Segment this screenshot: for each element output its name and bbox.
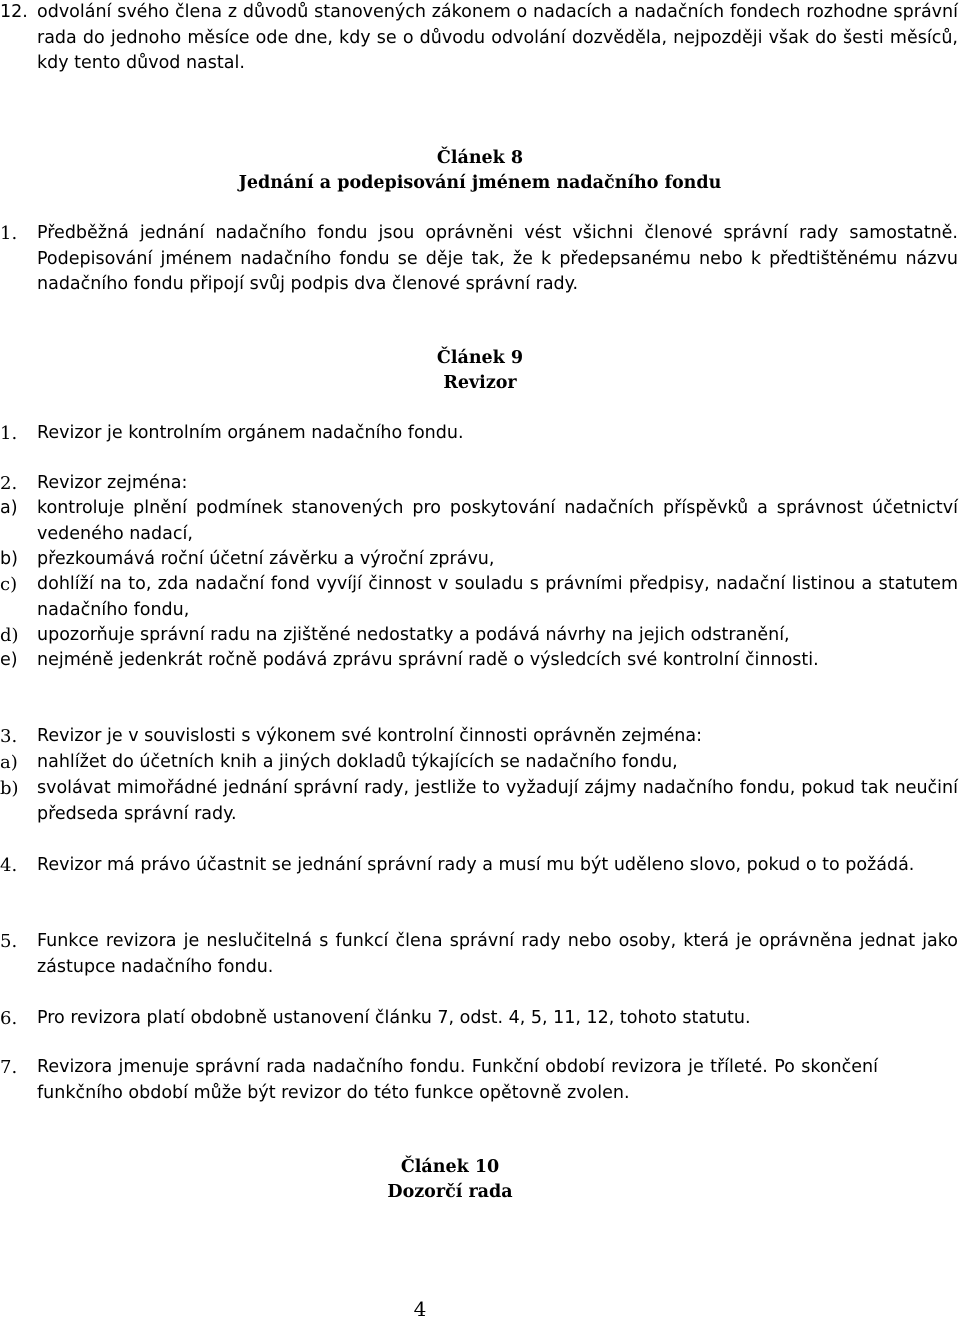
item-number: 4. <box>0 855 18 876</box>
article-subtitle: Dozorčí rada <box>387 1182 513 1202</box>
item-number: 1. <box>0 423 18 444</box>
article-8-heading <box>0 146 960 196</box>
item-number: 1. <box>0 223 18 244</box>
article-9-item-7 <box>0 1055 878 1106</box>
article-9-item-2b <box>0 547 958 573</box>
item-text: Pro revizora platí obdobně ustanovení článku 7, odst. 4, 5, 11, 12, tohoto statutu. <box>37 1008 751 1028</box>
item-number: 5. <box>0 931 18 952</box>
item-text: Předběžná jednání nadačního fondu jsou oprávněni vést všichni členové správní rady samostatně. Podepisování jménem nadačního fondu se děje tak, že k předepsanému nebo k předtištěnému názvu nadačního fondu připojí svůj podpis dva členové správní rady. <box>37 223 958 294</box>
item-text: Revizor zejména: <box>37 473 188 493</box>
item-text: upozorňuje správní radu na zjištěné nedostatky a podává návrhy na jejich odstranění, <box>37 625 790 645</box>
item-text: přezkoumává roční účetní závěrku a výroční zprávu, <box>37 549 495 569</box>
item-text: odvolání svého člena z důvodů stanovených zákonem o nadacích a nadačních fondech rozhodne správní rada do jednoho měsíce ode dne, kdy se o důvodu odvolání dozvěděla, nejpozději však do šesti měsíců, kdy tento důvod nastal. <box>37 2 958 73</box>
item-letter: b) <box>0 549 18 569</box>
item-letter: c) <box>0 574 18 595</box>
item-number: 3. <box>0 726 18 747</box>
item-text: dohlíží na to, zda nadační fond vyvíjí činnost v souladu s právními předpisy, nadační listinou a statutem nadačního fondu, <box>37 574 958 620</box>
article-title: Článek 10 <box>400 1157 500 1177</box>
item-text: svolávat mimořádné jednání správní rady, jestliže to vyžadují zájmy nadačního fondu, pokud tak neučiní předseda správní rady. <box>37 778 958 824</box>
article-9-item-3b <box>0 776 958 827</box>
paragraph-12 <box>0 0 958 77</box>
article-9-item-2d <box>0 623 958 649</box>
article-9-heading <box>0 346 960 396</box>
article-9-item-3 <box>0 724 958 750</box>
item-number: 12. <box>0 2 28 22</box>
item-text: kontroluje plnění podmínek stanovených pro poskytování nadačních příspěvků a správnost účetnictví vedeného nadací, <box>37 498 958 544</box>
article-10-heading <box>0 1155 900 1205</box>
article-9-item-3a <box>0 750 958 776</box>
article-subtitle: Revizor <box>443 373 517 393</box>
article-8-item-1 <box>0 221 958 298</box>
item-letter: e) <box>0 650 18 670</box>
item-letter: b) <box>0 778 19 799</box>
item-number: 2. <box>0 473 18 494</box>
item-letter: a) <box>0 498 18 518</box>
article-9-item-6 <box>0 1006 958 1032</box>
item-text: Revizor má právo účastnit se jednání správní rady a musí mu být uděleno slovo, pokud o to požádá. <box>37 855 915 875</box>
page-number: 4 <box>413 1297 427 1321</box>
item-text: Revizora jmenuje správní rada nadačního fondu. Funkční období revizora je tříleté. Po skončení funkčního období může být revizor do této funkce opětovně zvolen. <box>37 1057 878 1103</box>
item-letter: d) <box>0 625 19 646</box>
article-9-item-5 <box>0 929 958 980</box>
article-9-item-2a <box>0 496 958 547</box>
article-9-item-2 <box>0 471 958 497</box>
item-letter: a) <box>0 752 18 773</box>
item-text: Revizor je kontrolním orgánem nadačního fondu. <box>37 423 464 443</box>
article-9-item-1 <box>0 421 958 447</box>
item-text: Revizor je v souvislosti s výkonem své kontrolní činnosti oprávněn zejména: <box>37 726 703 746</box>
article-9-item-2c <box>0 572 958 623</box>
article-9-item-2e <box>0 648 958 674</box>
article-title: Článek 8 <box>436 148 524 168</box>
item-number: 6. <box>0 1008 18 1029</box>
item-text: Funkce revizora je neslučitelná s funkcí člena správní rady nebo osoby, která je oprávněna jednat jako zástupce nadačního fondu. <box>37 931 958 977</box>
article-title: Článek 9 <box>436 348 524 368</box>
item-text: nahlížet do účetních knih a jiných dokladů týkajících se nadačního fondu, <box>37 752 678 772</box>
item-number: 7. <box>0 1057 18 1078</box>
article-9-item-4 <box>0 853 958 879</box>
item-text: nejméně jedenkrát ročně podává zprávu správní radě o výsledcích své kontrolní činnosti. <box>37 650 819 670</box>
article-subtitle: Jednání a podepisování jménem nadačního fondu <box>238 173 722 193</box>
